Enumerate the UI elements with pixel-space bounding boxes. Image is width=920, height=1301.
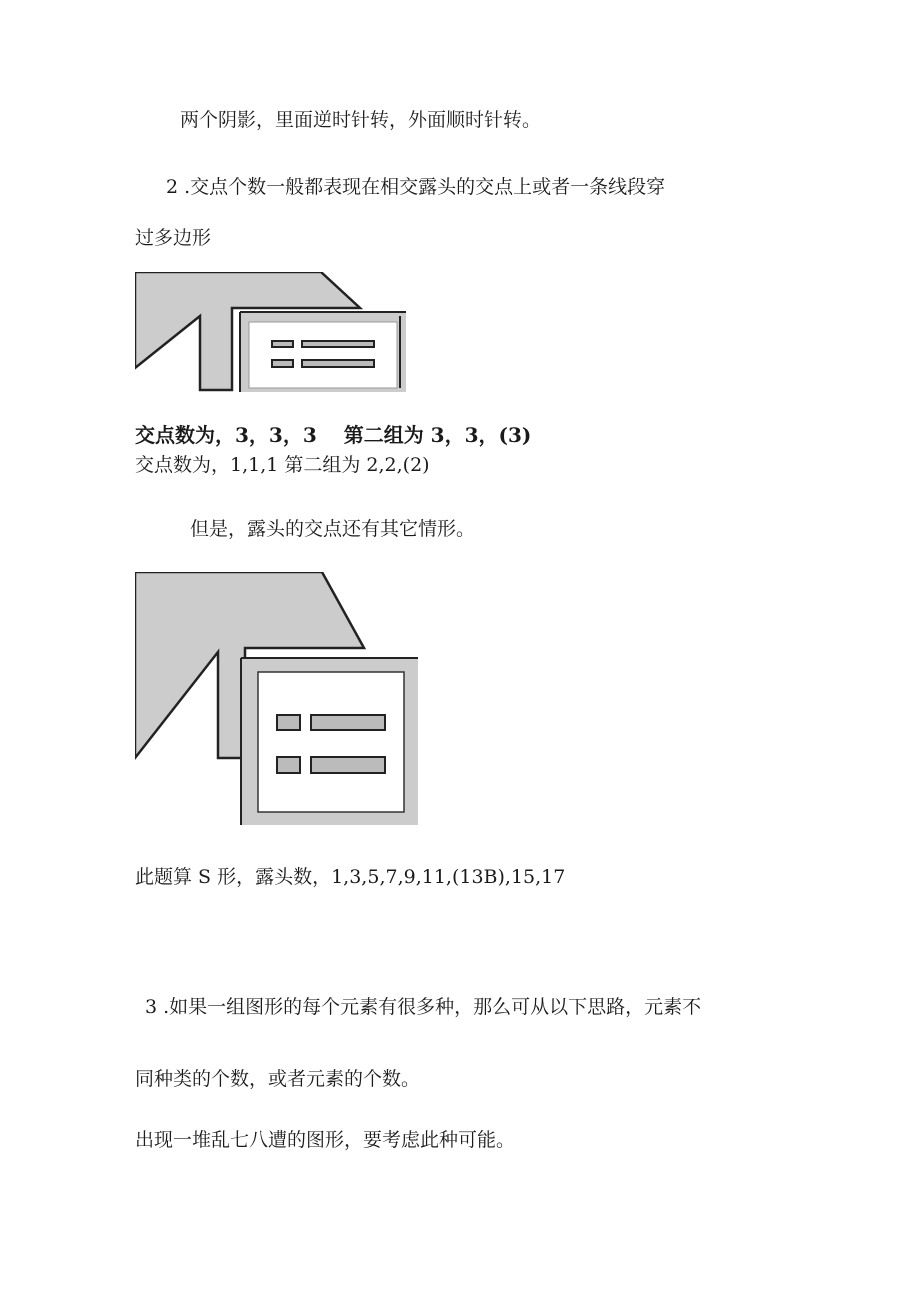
figure-1-bar-short-bottom [272,360,293,367]
figure-2-bar-short-bottom [277,757,300,773]
paragraph-10: 出现一堆乱七八遭的图形，要考虑此种可能。 [135,1129,516,1151]
figure-1 [135,272,407,394]
figure-1-bar-long-bottom [302,360,374,367]
paragraph-9: 同种类的个数，或者元素的个数。 [135,1068,421,1090]
paragraph-3: 过多边形 [135,227,212,249]
paragraph-4: 交点数为，3，3，3 第二组为 3，3，(3) [135,423,532,447]
figure-1-inner-box [249,322,397,388]
figure-2-bar-short-top [277,715,300,730]
paragraph-6: 但是，露头的交点还有其它情形。 [190,518,476,540]
paragraph-8: 3 .如果一组图形的每个元素有很多种，那么可从以下思路，元素不 [145,996,702,1018]
figure-1-bar-long-top [302,341,374,347]
figure-2-bar-long-bottom [311,757,385,773]
paragraph-1: 两个阴影，里面逆时针转，外面顺时针转。 [180,109,542,131]
paragraph-2: 2 .交点个数一般都表现在相交露头的交点上或者一条线段穿 [166,176,666,198]
figure-2 [135,572,420,828]
paragraph-7: 此题算 S 形，露头数，1,3,5,7,9,11,(13B),15,17 [135,866,566,888]
figure-2-inner-box [258,672,404,812]
figure-1-bar-short-top [272,341,293,347]
paragraph-5: 交点数为，1,1,1 第二组为 2,2,(2) [135,454,430,476]
figure-2-bar-long-top [311,715,385,730]
